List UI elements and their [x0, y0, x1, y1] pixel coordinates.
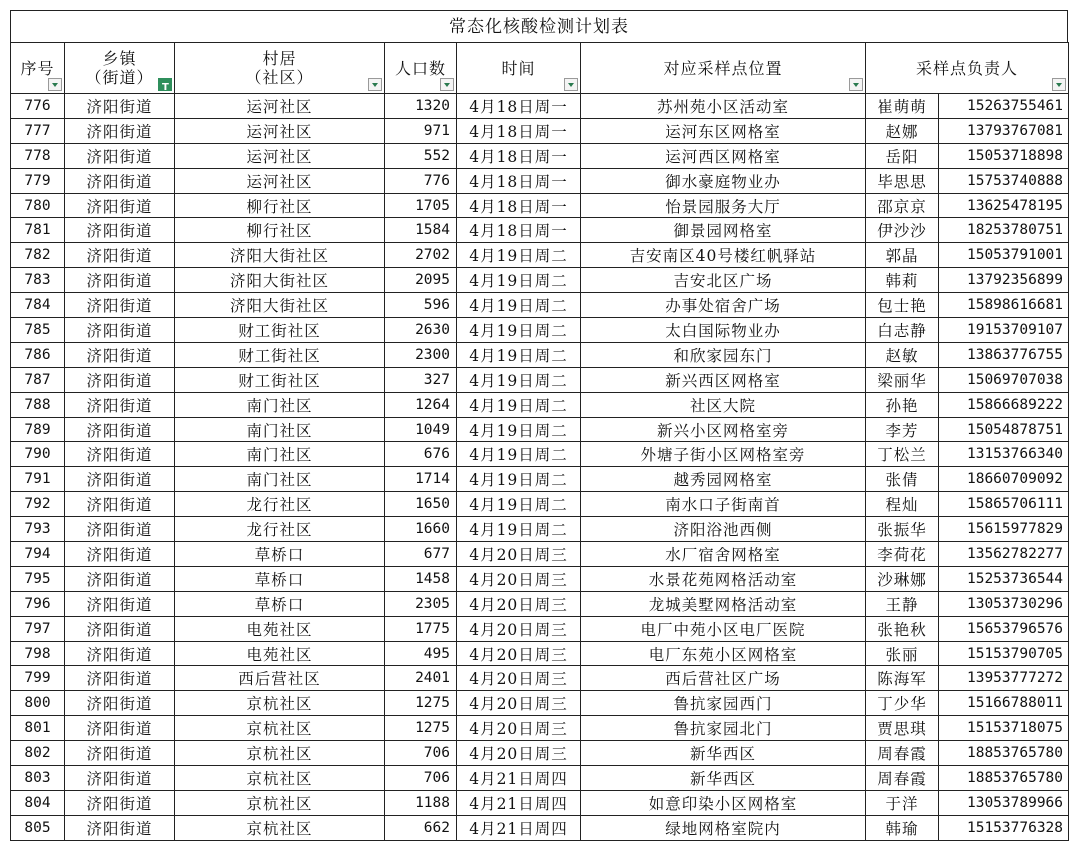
cell-time[interactable]: 4月20日周三	[457, 741, 581, 766]
cell-phone[interactable]: 15153790705	[939, 641, 1069, 666]
cell-time[interactable]: 4月19日周二	[457, 243, 581, 268]
cell-population[interactable]: 706	[385, 766, 457, 791]
cell-town[interactable]: 济阳街道	[65, 517, 175, 542]
cell-population[interactable]: 1320	[385, 94, 457, 119]
cell-town[interactable]: 济阳街道	[65, 542, 175, 567]
table-row	[11, 193, 1069, 218]
cell-time[interactable]: 4月18日周一	[457, 168, 581, 193]
cell-village[interactable]: 电苑社区	[175, 616, 385, 641]
cell-responsible-name[interactable]: 包士艳	[866, 293, 939, 318]
cell-site[interactable]: 吉安北区广场	[581, 268, 866, 293]
cell-phone[interactable]: 19153709107	[939, 318, 1069, 343]
table-title: 常态化核酸检测计划表	[10, 10, 1068, 42]
cell-town[interactable]: 济阳街道	[65, 293, 175, 318]
cell-seq[interactable]: 799	[11, 666, 65, 691]
cell-phone[interactable]: 15865706111	[939, 492, 1069, 517]
cell-village[interactable]: 财工街社区	[175, 318, 385, 343]
cell-responsible-name[interactable]: 贾思琪	[866, 716, 939, 741]
table-row	[11, 268, 1069, 293]
cell-village[interactable]: 京杭社区	[175, 691, 385, 716]
cell-site[interactable]: 办事处宿舍广场	[581, 293, 866, 318]
cell-responsible-name[interactable]: 岳阳	[866, 143, 939, 168]
cell-seq[interactable]: 783	[11, 268, 65, 293]
header-row	[11, 43, 1069, 94]
cell-time[interactable]: 4月20日周三	[457, 716, 581, 741]
cell-site[interactable]: 太白国际物业办	[581, 318, 866, 343]
cell-town[interactable]: 济阳街道	[65, 243, 175, 268]
cell-site[interactable]: 外塘子街小区网格室旁	[581, 442, 866, 467]
cell-site[interactable]: 水厂宿舍网格室	[581, 542, 866, 567]
table-row	[11, 467, 1069, 492]
cell-responsible-name[interactable]: 赵娜	[866, 118, 939, 143]
cell-village[interactable]: 运河社区	[175, 118, 385, 143]
cell-time[interactable]: 4月18日周一	[457, 218, 581, 243]
filter-dropdown-icon[interactable]	[849, 78, 863, 91]
cell-responsible-name[interactable]: 郭晶	[866, 243, 939, 268]
header-village	[175, 43, 385, 94]
table-row	[11, 741, 1069, 766]
cell-responsible-name[interactable]: 王静	[866, 591, 939, 616]
cell-site[interactable]: 南水口子街南首	[581, 492, 866, 517]
cell-seq[interactable]: 780	[11, 193, 65, 218]
cell-population[interactable]: 552	[385, 143, 457, 168]
cell-population[interactable]: 1264	[385, 392, 457, 417]
cell-phone[interactable]: 18660709092	[939, 467, 1069, 492]
cell-seq[interactable]: 798	[11, 641, 65, 666]
cell-time[interactable]: 4月19日周二	[457, 293, 581, 318]
cell-town[interactable]: 济阳街道	[65, 741, 175, 766]
cell-village[interactable]: 京杭社区	[175, 790, 385, 815]
table-row	[11, 566, 1069, 591]
cell-time[interactable]: 4月20日周三	[457, 641, 581, 666]
table-row	[11, 666, 1069, 691]
cell-population[interactable]: 2095	[385, 268, 457, 293]
cell-time[interactable]: 4月19日周二	[457, 392, 581, 417]
table-row	[11, 342, 1069, 367]
header-seq	[11, 43, 65, 94]
cell-phone[interactable]: 13793767081	[939, 118, 1069, 143]
table-row	[11, 367, 1069, 392]
cell-town[interactable]: 济阳街道	[65, 616, 175, 641]
cell-responsible-name[interactable]: 张艳秋	[866, 616, 939, 641]
cell-site[interactable]: 鲁抗家园北门	[581, 716, 866, 741]
cell-town[interactable]: 济阳街道	[65, 790, 175, 815]
cell-population[interactable]: 776	[385, 168, 457, 193]
cell-time[interactable]: 4月18日周一	[457, 193, 581, 218]
cell-village[interactable]: 运河社区	[175, 94, 385, 119]
cell-site[interactable]: 水景花苑网格活动室	[581, 566, 866, 591]
cell-responsible-name[interactable]: 于洋	[866, 790, 939, 815]
cell-time[interactable]: 4月19日周二	[457, 467, 581, 492]
header-time	[457, 43, 581, 94]
cell-site[interactable]: 怡景园服务大厅	[581, 193, 866, 218]
cell-time[interactable]: 4月18日周一	[457, 118, 581, 143]
cell-seq[interactable]: 793	[11, 517, 65, 542]
cell-responsible-name[interactable]: 梁丽华	[866, 367, 939, 392]
cell-phone[interactable]: 13953777272	[939, 666, 1069, 691]
cell-seq[interactable]: 790	[11, 442, 65, 467]
header-town-sublabel: （街道）	[85, 68, 154, 87]
cell-site[interactable]: 济阳浴池西侧	[581, 517, 866, 542]
cell-responsible-name[interactable]: 赵敏	[866, 342, 939, 367]
cell-village[interactable]: 南门社区	[175, 392, 385, 417]
cell-village[interactable]: 草桥口	[175, 566, 385, 591]
cell-village[interactable]: 京杭社区	[175, 766, 385, 791]
cell-seq[interactable]: 797	[11, 616, 65, 641]
cell-population[interactable]: 2630	[385, 318, 457, 343]
cell-responsible-name[interactable]: 沙琳娜	[866, 566, 939, 591]
cell-population[interactable]: 1275	[385, 691, 457, 716]
cell-town[interactable]: 济阳街道	[65, 442, 175, 467]
cell-seq[interactable]: 805	[11, 815, 65, 840]
cell-town[interactable]: 济阳街道	[65, 417, 175, 442]
cell-town[interactable]: 济阳街道	[65, 193, 175, 218]
table-row	[11, 616, 1069, 641]
cell-phone[interactable]: 15615977829	[939, 517, 1069, 542]
cell-town[interactable]: 济阳街道	[65, 168, 175, 193]
cell-population[interactable]: 662	[385, 815, 457, 840]
cell-responsible-name[interactable]: 白志静	[866, 318, 939, 343]
cell-site[interactable]: 运河西区网格室	[581, 143, 866, 168]
cell-population[interactable]: 1049	[385, 417, 457, 442]
cell-phone[interactable]: 15898616681	[939, 293, 1069, 318]
cell-responsible-name[interactable]: 程灿	[866, 492, 939, 517]
cell-population[interactable]: 327	[385, 367, 457, 392]
cell-town[interactable]: 济阳街道	[65, 342, 175, 367]
cell-time[interactable]: 4月20日周三	[457, 566, 581, 591]
cell-site[interactable]: 御景园网格室	[581, 218, 866, 243]
cell-time[interactable]: 4月19日周二	[457, 342, 581, 367]
cell-time[interactable]: 4月20日周三	[457, 591, 581, 616]
cell-responsible-name[interactable]: 韩瑜	[866, 815, 939, 840]
cell-time[interactable]: 4月19日周二	[457, 318, 581, 343]
cell-population[interactable]: 1660	[385, 517, 457, 542]
cell-town[interactable]: 济阳街道	[65, 641, 175, 666]
cell-seq[interactable]: 804	[11, 790, 65, 815]
cell-town[interactable]: 济阳街道	[65, 566, 175, 591]
cell-phone[interactable]: 13562782277	[939, 542, 1069, 567]
cell-responsible-name[interactable]: 伊沙沙	[866, 218, 939, 243]
cell-village[interactable]: 南门社区	[175, 442, 385, 467]
header-population	[385, 43, 457, 94]
cell-village[interactable]: 草桥口	[175, 542, 385, 567]
cell-time[interactable]: 4月18日周一	[457, 94, 581, 119]
cell-phone[interactable]: 15866689222	[939, 392, 1069, 417]
cell-seq[interactable]: 795	[11, 566, 65, 591]
cell-phone[interactable]: 15053791001	[939, 243, 1069, 268]
cell-phone[interactable]: 15069707038	[939, 367, 1069, 392]
cell-phone[interactable]: 15753740888	[939, 168, 1069, 193]
table-row	[11, 442, 1069, 467]
cell-phone[interactable]: 15153776328	[939, 815, 1069, 840]
cell-phone[interactable]: 15053718898	[939, 143, 1069, 168]
cell-site[interactable]: 和欣家园东门	[581, 342, 866, 367]
table-row	[11, 641, 1069, 666]
cell-responsible-name[interactable]: 丁少华	[866, 691, 939, 716]
cell-phone[interactable]: 13053730296	[939, 591, 1069, 616]
cell-seq[interactable]: 802	[11, 741, 65, 766]
cell-site[interactable]: 新兴西区网格室	[581, 367, 866, 392]
cell-responsible-name[interactable]: 周春霞	[866, 766, 939, 791]
cell-village[interactable]: 财工街社区	[175, 342, 385, 367]
cell-responsible-name[interactable]: 李芳	[866, 417, 939, 442]
cell-phone[interactable]: 15166788011	[939, 691, 1069, 716]
cell-population[interactable]: 1705	[385, 193, 457, 218]
cell-phone[interactable]: 13053789966	[939, 790, 1069, 815]
table-row	[11, 691, 1069, 716]
cell-seq[interactable]: 791	[11, 467, 65, 492]
cell-village[interactable]: 运河社区	[175, 168, 385, 193]
cell-population[interactable]: 1275	[385, 716, 457, 741]
cell-village[interactable]: 龙行社区	[175, 517, 385, 542]
cell-town[interactable]: 济阳街道	[65, 691, 175, 716]
cell-responsible-name[interactable]: 张倩	[866, 467, 939, 492]
table-row	[11, 815, 1069, 840]
filter-dropdown-icon[interactable]	[48, 78, 62, 91]
cell-site[interactable]: 电厂中苑小区电厂医院	[581, 616, 866, 641]
cell-phone[interactable]: 15653796576	[939, 616, 1069, 641]
cell-village[interactable]: 运河社区	[175, 143, 385, 168]
cell-phone[interactable]: 13625478195	[939, 193, 1069, 218]
cell-phone[interactable]: 13153766340	[939, 442, 1069, 467]
table-row	[11, 143, 1069, 168]
table-row	[11, 591, 1069, 616]
table-row	[11, 517, 1069, 542]
cell-site[interactable]: 西后营社区广场	[581, 666, 866, 691]
cell-time[interactable]: 4月20日周三	[457, 542, 581, 567]
cell-seq[interactable]: 784	[11, 293, 65, 318]
cell-village[interactable]: 草桥口	[175, 591, 385, 616]
cell-population[interactable]: 706	[385, 741, 457, 766]
cell-time[interactable]: 4月19日周二	[457, 492, 581, 517]
cell-town[interactable]: 济阳街道	[65, 268, 175, 293]
cell-time[interactable]: 4月19日周二	[457, 442, 581, 467]
cell-time[interactable]: 4月21日周四	[457, 790, 581, 815]
cell-responsible-name[interactable]: 毕思思	[866, 168, 939, 193]
header-responsible-label: 采样点负责人	[916, 58, 1019, 78]
table-row	[11, 118, 1069, 143]
table-row	[11, 293, 1069, 318]
cell-phone[interactable]: 18853765780	[939, 766, 1069, 791]
header-responsible	[866, 43, 1069, 94]
cell-site[interactable]: 吉安南区40号楼红帆驿站	[581, 243, 866, 268]
cell-town[interactable]: 济阳街道	[65, 218, 175, 243]
cell-village[interactable]: 南门社区	[175, 467, 385, 492]
cell-village[interactable]: 柳行社区	[175, 193, 385, 218]
cell-seq[interactable]: 794	[11, 542, 65, 567]
cell-site[interactable]: 苏州苑小区活动室	[581, 94, 866, 119]
cell-site[interactable]: 新华西区	[581, 766, 866, 791]
cell-seq[interactable]: 777	[11, 118, 65, 143]
cell-town[interactable]: 济阳街道	[65, 716, 175, 741]
cell-population[interactable]: 676	[385, 442, 457, 467]
cell-village[interactable]: 济阳大街社区	[175, 293, 385, 318]
cell-site[interactable]: 龙城美墅网格活动室	[581, 591, 866, 616]
cell-responsible-name[interactable]: 丁松兰	[866, 442, 939, 467]
header-time-label: 时间	[501, 58, 536, 78]
cell-population[interactable]: 1775	[385, 616, 457, 641]
cell-site[interactable]: 如意印染小区网格室	[581, 790, 866, 815]
filter-dropdown-icon[interactable]	[368, 78, 382, 91]
header-village-sublabel: （社区）	[245, 68, 314, 87]
cell-responsible-name[interactable]: 陈海军	[866, 666, 939, 691]
cell-responsible-name[interactable]: 孙艳	[866, 392, 939, 417]
header-village-label: 村居	[262, 49, 297, 68]
cell-site[interactable]: 社区大院	[581, 392, 866, 417]
cell-time[interactable]: 4月21日周四	[457, 766, 581, 791]
header-population-label: 人口数	[394, 58, 446, 78]
cell-town[interactable]: 济阳街道	[65, 143, 175, 168]
table-row	[11, 318, 1069, 343]
cell-town[interactable]: 济阳街道	[65, 666, 175, 691]
cell-phone[interactable]: 18253780751	[939, 218, 1069, 243]
cell-population[interactable]: 2300	[385, 342, 457, 367]
cell-phone[interactable]: 13792356899	[939, 268, 1069, 293]
cell-responsible-name[interactable]: 韩莉	[866, 268, 939, 293]
cell-time[interactable]: 4月20日周三	[457, 691, 581, 716]
cell-site[interactable]: 越秀园网格室	[581, 467, 866, 492]
cell-seq[interactable]: 779	[11, 168, 65, 193]
cell-village[interactable]: 济阳大街社区	[175, 243, 385, 268]
cell-seq[interactable]: 792	[11, 492, 65, 517]
cell-seq[interactable]: 801	[11, 716, 65, 741]
cell-population[interactable]: 1584	[385, 218, 457, 243]
cell-town[interactable]: 济阳街道	[65, 367, 175, 392]
cell-time[interactable]: 4月21日周四	[457, 815, 581, 840]
cell-site[interactable]: 新兴小区网格室旁	[581, 417, 866, 442]
table-row	[11, 392, 1069, 417]
cell-phone[interactable]: 15263755461	[939, 94, 1069, 119]
cell-population[interactable]: 2702	[385, 243, 457, 268]
cell-seq[interactable]: 781	[11, 218, 65, 243]
cell-site[interactable]: 电厂东苑小区网格室	[581, 641, 866, 666]
table-row	[11, 716, 1069, 741]
cell-time[interactable]: 4月19日周二	[457, 367, 581, 392]
cell-town[interactable]: 济阳街道	[65, 467, 175, 492]
cell-site[interactable]: 御水豪庭物业办	[581, 168, 866, 193]
cell-time[interactable]: 4月19日周二	[457, 268, 581, 293]
cell-responsible-name[interactable]: 周春霞	[866, 741, 939, 766]
cell-responsible-name[interactable]: 张振华	[866, 517, 939, 542]
cell-population[interactable]: 495	[385, 641, 457, 666]
cell-phone[interactable]: 18853765780	[939, 741, 1069, 766]
cell-phone[interactable]: 13863776755	[939, 342, 1069, 367]
plan-table	[10, 42, 1069, 841]
cell-seq[interactable]: 787	[11, 367, 65, 392]
header-site-label: 对应采样点位置	[663, 58, 783, 78]
cell-village[interactable]: 京杭社区	[175, 815, 385, 840]
filter-dropdown-icon[interactable]	[564, 78, 578, 91]
spreadsheet	[10, 10, 1068, 841]
table-row	[11, 417, 1069, 442]
cell-time[interactable]: 4月20日周三	[457, 666, 581, 691]
cell-responsible-name[interactable]: 邵京京	[866, 193, 939, 218]
header-seq-label: 序号	[20, 58, 55, 78]
cell-site[interactable]: 鲁抗家园西门	[581, 691, 866, 716]
table-row	[11, 168, 1069, 193]
table-row	[11, 243, 1069, 268]
cell-seq[interactable]: 782	[11, 243, 65, 268]
cell-population[interactable]: 596	[385, 293, 457, 318]
table-row	[11, 542, 1069, 567]
cell-town[interactable]: 济阳街道	[65, 492, 175, 517]
table-row	[11, 218, 1069, 243]
header-site	[581, 43, 866, 94]
cell-time[interactable]: 4月20日周三	[457, 616, 581, 641]
table-row	[11, 94, 1069, 119]
cell-seq[interactable]: 776	[11, 94, 65, 119]
cell-population[interactable]: 677	[385, 542, 457, 567]
cell-town[interactable]: 济阳街道	[65, 94, 175, 119]
cell-village[interactable]: 京杭社区	[175, 741, 385, 766]
cell-town[interactable]: 济阳街道	[65, 318, 175, 343]
cell-phone[interactable]: 15054878751	[939, 417, 1069, 442]
header-town	[65, 43, 175, 94]
cell-village[interactable]: 龙行社区	[175, 492, 385, 517]
cell-responsible-name[interactable]: 张丽	[866, 641, 939, 666]
cell-site[interactable]: 运河东区网格室	[581, 118, 866, 143]
cell-population[interactable]: 2401	[385, 666, 457, 691]
cell-population[interactable]: 971	[385, 118, 457, 143]
cell-population[interactable]: 1458	[385, 566, 457, 591]
active-filter-icon[interactable]	[158, 78, 172, 91]
cell-population[interactable]: 1188	[385, 790, 457, 815]
cell-town[interactable]: 济阳街道	[65, 118, 175, 143]
cell-town[interactable]: 济阳街道	[65, 591, 175, 616]
cell-site[interactable]: 绿地网格室院内	[581, 815, 866, 840]
cell-seq[interactable]: 785	[11, 318, 65, 343]
filter-dropdown-icon[interactable]	[440, 78, 454, 91]
cell-time[interactable]: 4月18日周一	[457, 143, 581, 168]
cell-seq[interactable]: 786	[11, 342, 65, 367]
cell-town[interactable]: 济阳街道	[65, 392, 175, 417]
cell-village[interactable]: 柳行社区	[175, 218, 385, 243]
cell-village[interactable]: 财工街社区	[175, 367, 385, 392]
cell-village[interactable]: 南门社区	[175, 417, 385, 442]
table-row	[11, 766, 1069, 791]
cell-time[interactable]: 4月19日周二	[457, 517, 581, 542]
cell-population[interactable]: 1650	[385, 492, 457, 517]
table-row	[11, 790, 1069, 815]
cell-population[interactable]: 2305	[385, 591, 457, 616]
cell-population[interactable]: 1714	[385, 467, 457, 492]
cell-site[interactable]: 新华西区	[581, 741, 866, 766]
cell-town[interactable]: 济阳街道	[65, 815, 175, 840]
cell-phone[interactable]: 15253736544	[939, 566, 1069, 591]
table-row	[11, 492, 1069, 517]
cell-responsible-name[interactable]: 崔萌萌	[866, 94, 939, 119]
cell-seq[interactable]: 800	[11, 691, 65, 716]
cell-seq[interactable]: 778	[11, 143, 65, 168]
cell-seq[interactable]: 796	[11, 591, 65, 616]
cell-seq[interactable]: 803	[11, 766, 65, 791]
cell-time[interactable]: 4月19日周二	[457, 417, 581, 442]
cell-village[interactable]: 京杭社区	[175, 716, 385, 741]
cell-phone[interactable]: 15153718075	[939, 716, 1069, 741]
cell-village[interactable]: 西后营社区	[175, 666, 385, 691]
cell-village[interactable]: 电苑社区	[175, 641, 385, 666]
cell-village[interactable]: 济阳大街社区	[175, 268, 385, 293]
cell-town[interactable]: 济阳街道	[65, 766, 175, 791]
header-town-label: 乡镇	[102, 49, 137, 68]
cell-responsible-name[interactable]: 李荷花	[866, 542, 939, 567]
filter-dropdown-icon[interactable]	[1052, 78, 1066, 91]
cell-seq[interactable]: 789	[11, 417, 65, 442]
cell-seq[interactable]: 788	[11, 392, 65, 417]
